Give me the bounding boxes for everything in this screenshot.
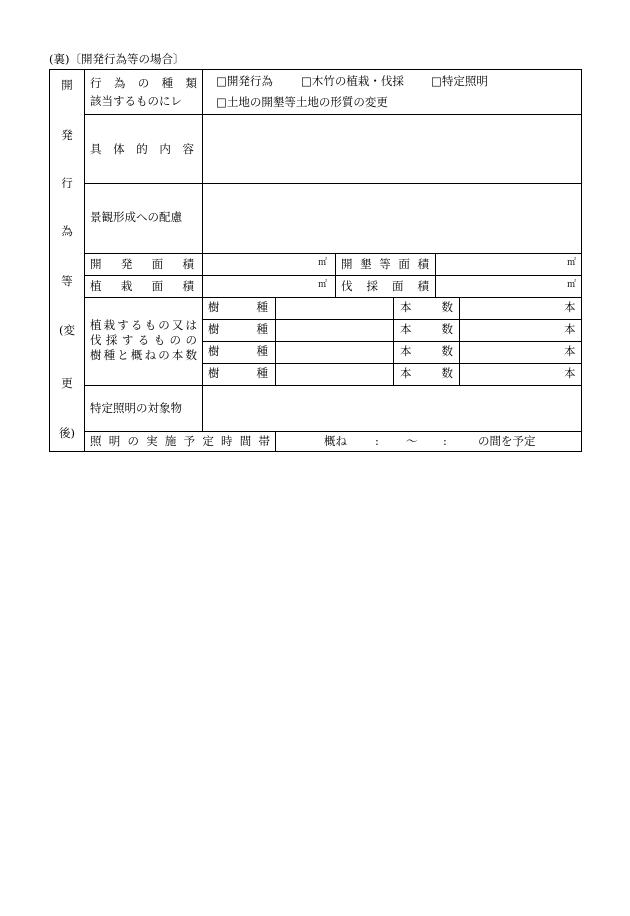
act-type-instruction: 該当するものにレ: [90, 94, 182, 108]
tree-unit: 本: [564, 366, 576, 380]
tree-unit: 本: [564, 322, 576, 336]
lighting-time-colon: :: [375, 434, 379, 448]
lighting-target-label: 特定照明の対象物: [90, 401, 182, 415]
row-divider: [84, 114, 581, 115]
planting-area-label: 植 栽 面 積: [90, 279, 194, 293]
species-label: 樹 種: [208, 322, 268, 336]
act-type-label: 行 為 の 種 類: [90, 76, 197, 90]
tree-unit: 本: [564, 300, 576, 314]
tree-row-divider: [202, 319, 581, 320]
tree-row-divider: [202, 363, 581, 364]
dev-area-label: 開 発 面 積: [90, 257, 194, 271]
side-label-char: (変: [59, 323, 75, 337]
tree-label-line3: 樹 種 と 概 ね の 本 数: [90, 348, 197, 362]
lighting-time-divider: [275, 431, 276, 451]
species-label: 樹 種: [208, 366, 268, 380]
landscape-consideration-label: 景観形成への配慮: [90, 210, 182, 224]
tree-label-line1: 植 栽 す る も の 又 は: [90, 318, 197, 332]
side-label-char: 等: [61, 274, 73, 288]
row-divider: [84, 183, 581, 184]
row-divider: [84, 275, 581, 276]
species-label: 樹 種: [208, 300, 268, 314]
tree-row-divider: [202, 341, 581, 342]
form-header: (裏)〔開発行為等の場合〕: [49, 52, 185, 66]
sqm-unit: ㎡: [318, 258, 328, 268]
lighting-time-suffix: の間を予定: [478, 434, 536, 448]
side-label-char: 発: [61, 128, 73, 142]
count-label: 本 数: [400, 344, 453, 358]
development-act-form: [49, 69, 582, 452]
count-label: 本 数: [400, 322, 453, 336]
lighting-time-colon: :: [443, 434, 447, 448]
tree-label-line2: 伐 採 す る も の の: [90, 333, 197, 347]
content-label: 具 体 的 内 容: [90, 142, 194, 156]
option-development-act[interactable]: □開発行為: [216, 74, 273, 88]
option-tree-planting-cutting[interactable]: □木竹の植栽・伐採: [301, 74, 404, 88]
sqm-unit: ㎡: [567, 280, 577, 290]
sqm-unit: ㎡: [567, 258, 577, 268]
lighting-time-label: 照 明 の 実 施 予 定 時 間 帯: [90, 434, 270, 448]
option-specific-lighting[interactable]: □特定照明: [431, 74, 488, 88]
tree-unit: 本: [564, 344, 576, 358]
label-column-divider: [202, 70, 203, 431]
row-divider: [84, 253, 581, 254]
side-column-divider: [84, 70, 85, 451]
side-label-char: 行: [61, 176, 73, 190]
sqm-unit: ㎡: [318, 280, 328, 290]
count-label: 本 数: [400, 366, 453, 380]
option-land-alteration[interactable]: □土地の開墾等土地の形質の変更: [216, 95, 388, 109]
species-label: 樹 種: [208, 344, 268, 358]
side-label-char: 更: [61, 376, 73, 390]
lighting-time-tilde: 〜: [406, 434, 418, 448]
cutting-area-label: 伐 採 面 積: [341, 279, 429, 293]
row-divider: [84, 297, 581, 298]
row-divider: [84, 431, 581, 432]
reclaim-area-label: 開 墾 等 面 積: [341, 257, 429, 271]
side-label-char: 後): [59, 426, 75, 440]
count-label: 本 数: [400, 300, 453, 314]
side-label-char: 為: [61, 224, 73, 238]
row-divider: [84, 385, 581, 386]
lighting-time-approx: 概ね: [324, 434, 347, 448]
side-label-char: 開: [61, 78, 73, 92]
